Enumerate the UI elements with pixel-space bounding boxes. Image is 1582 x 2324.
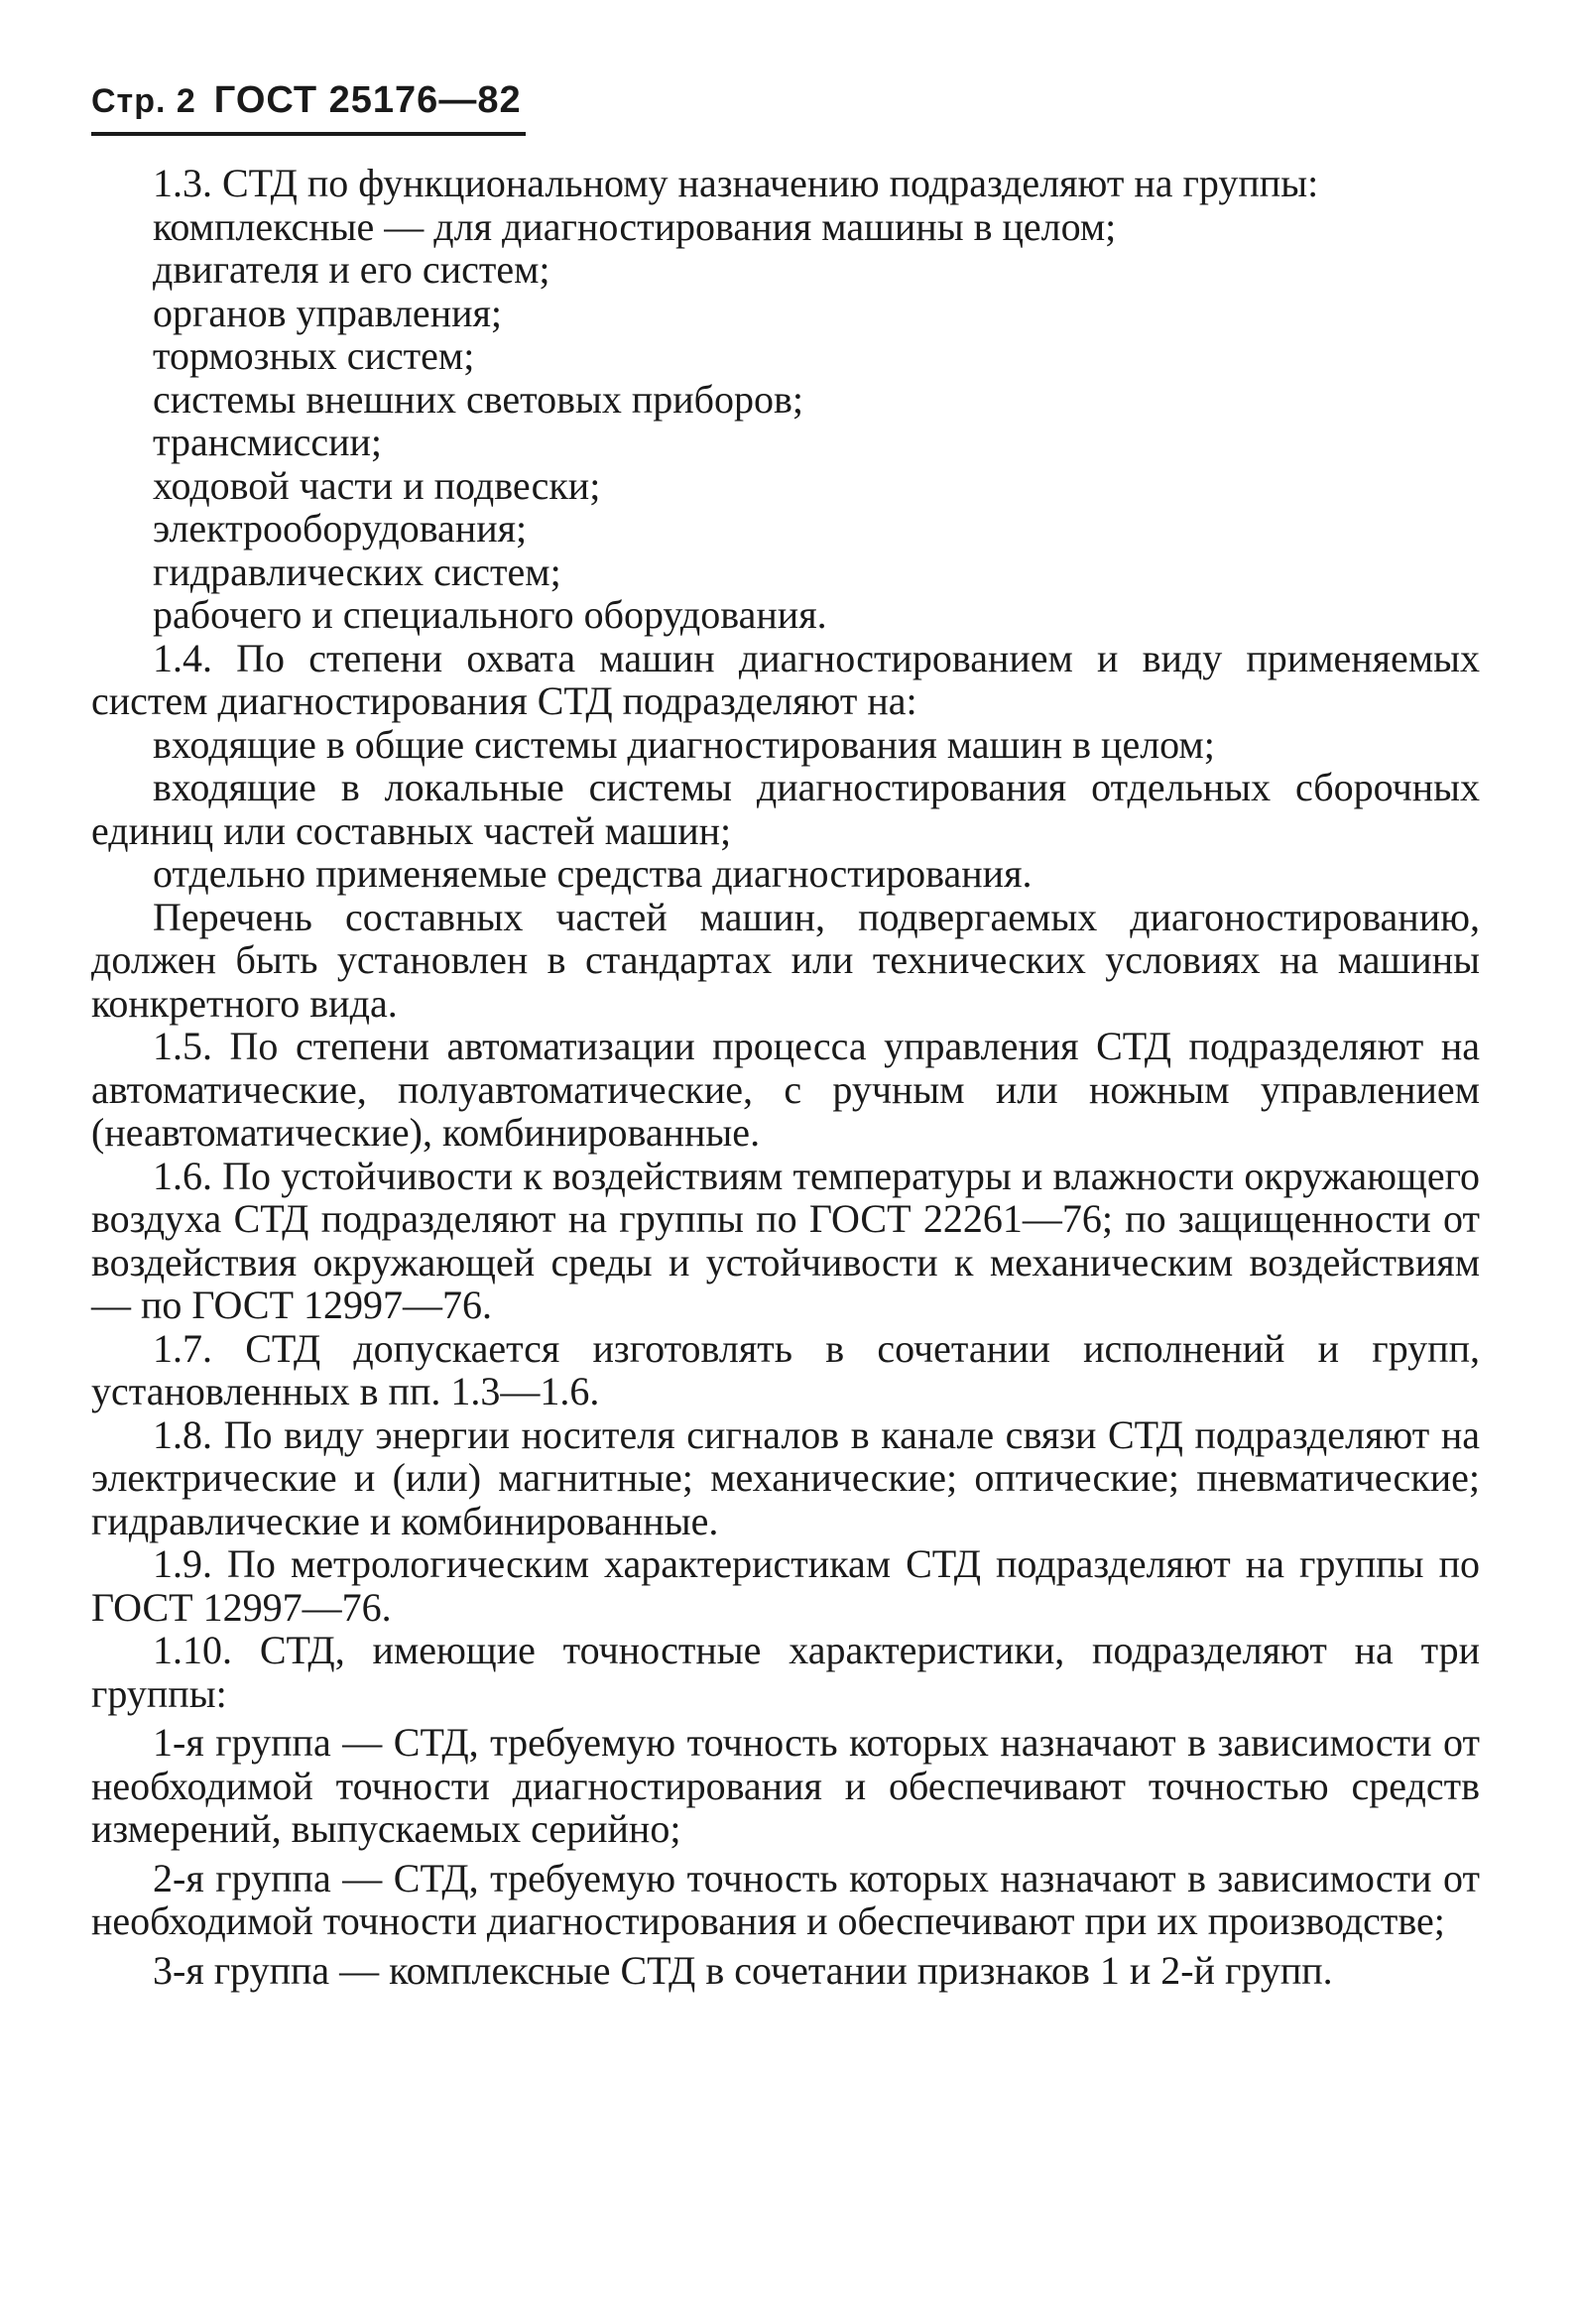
list-item: комплексные — для диагностирования машины в целом; [153,203,1117,249]
paragraph: 1.8. По виду энергии носителя сигналов в канале связи СТД подразделяют на электрические и (или) магнитные; механические; оптические; пневматические; гидравлические и комбинированные. [91,1411,1480,1543]
document-body [91,162,1480,1992]
paragraph: входящие в локальные системы диагностирования отдельных сборочных единиц или составных частей машин; [91,765,1480,853]
standard-designation: ГОСТ 25176—82 [213,79,522,121]
group-item: 2-я группа — СТД, требуемую точность которых назначают в зависимости от необходимой точности диагностирования и обеспечивают при их производстве; [91,1855,1480,1943]
list-item: отдельно применяемые средства диагностирования. [153,851,1033,896]
paragraph: 1.6. По устойчивости к воздействиям температуры и влажности окружающего воздуха СТД подразделяют на группы по ГОСТ 22261—76; по защищенности от воздействия окружающей среды и устойчивости к механическим воздействиям — по ГОСТ 12997—76. [91,1153,1480,1327]
list-item: трансмиссии; [153,420,383,464]
paragraph: Перечень составных частей машин, подвергаемых диагоностированию, должен быть установлен в стандартах или технических условиях на машины конкретного вида. [91,894,1480,1026]
document-page [91,79,1480,1992]
paragraph: 1.7. СТД допускается изготовлять в сочетании исполнений и групп, установленных в пп. 1.3—1.6. [91,1325,1480,1413]
list-item: органов управления; [153,290,503,335]
list-item: рабочего и специального оборудования. [153,592,827,637]
page-number: Стр. 2 [91,82,196,120]
list-item: электрооборудования; [153,506,528,550]
paragraph: 1.5. По степени автоматизации процесса управления СТД подразделяют на автоматические, полуавтоматические, с ручным или ножным управлением (неавтоматические), комбинированные. [91,1024,1480,1155]
list-item: ходовой части и подвески; [153,462,601,508]
list-item: двигателя и его систем; [153,247,550,292]
list-item: тормозных систем; [153,333,475,378]
paragraph: 1.9. По метрологическим характеристикам СТД подразделяют на группы по ГОСТ 12997—76. [91,1541,1480,1630]
paragraph: 1.3. СТД по функциональному назначению подразделяют на группы: [153,161,1319,205]
list-item: входящие в общие системы диагностирования машин в целом; [153,721,1215,767]
list-item: гидравлических систем; [153,549,561,594]
list-item: системы внешних световых приборов; [153,376,804,422]
paragraph: 1.4. По степени охвата машин диагностированием и виду применяемых систем диагностирования СТД подразделяют на: [91,635,1480,723]
paragraph: 1.10. СТД, имеющие точностные характеристики, подразделяют на три группы: [91,1628,1480,1716]
group-item: 1-я группа — СТД, требуемую точность которых назначают в зависимости от необходимой точности диагностирования и обеспечивают точностью средств измерений, выпускаемых серийно; [91,1720,1480,1851]
page-header [91,79,526,136]
group-item: 3-я группа — комплексные СТД в сочетании признаков 1 и 2-й групп. [153,1947,1333,1993]
